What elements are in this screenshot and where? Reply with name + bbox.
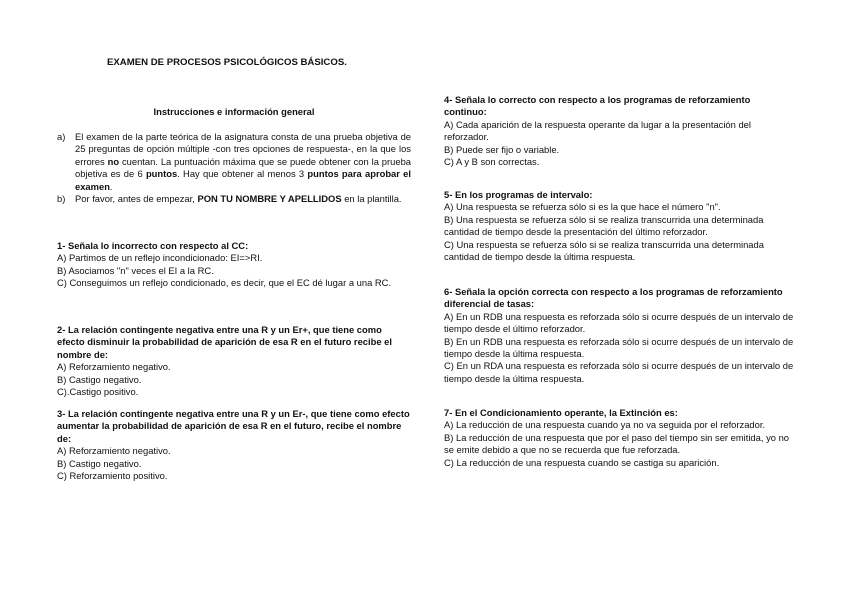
option-b: B) Puede ser fijo o variable.	[444, 143, 560, 155]
question-title: 1- Señala lo incorrecto con respecto al CC:	[57, 240, 249, 251]
instruction-a	[57, 131, 411, 193]
instruction-b-text-1: Por favor, antes de empezar,	[75, 193, 198, 205]
option-b: B) Castigo negativo.	[57, 457, 142, 469]
question-4	[444, 94, 794, 168]
option-a: A) En un RDB una respuesta es reforzada sólo si ocurre después de un intervalo de tiempo desde el último reforzador.	[444, 310, 794, 335]
instruction-a-text-2: cuentan. La puntuación máxima que se puede obtener con la prueba objetiva es de 6	[75, 155, 411, 180]
question-title: 5- En los programas de intervalo:	[444, 189, 593, 200]
option-a: A) La reducción de una respuesta cuando ya no va seguida por el reforzador.	[444, 419, 766, 431]
option-c: C) A y B son correctas.	[444, 156, 540, 168]
instructions-list	[57, 131, 411, 205]
instruction-text	[75, 193, 411, 205]
instruction-a-text-3: . Hay que obtener al menos 3	[177, 168, 308, 180]
option-b: B) Castigo negativo.	[57, 373, 142, 385]
question-2	[57, 324, 411, 398]
exam-title: EXAMEN DE PROCESOS PSICOLÓGICOS BÁSICOS.	[107, 57, 347, 68]
instruction-a-bold-2: puntos	[145, 168, 178, 180]
option-a: A) Una respuesta se refuerza sólo si es la que hace el número "n".	[444, 201, 721, 213]
option-b: B) La reducción de una respuesta que por el paso del tiempo sin ser emitida, yo no se emite debido a que no se recuerda que fue reforzada.	[444, 431, 789, 456]
option-b: B) Una respuesta se refuerza sólo si se realiza transcurrida una determinada cantidad de tiempo desde la presentación del último reforzador.	[444, 213, 764, 238]
question-5	[444, 189, 794, 263]
question-title: 3- La relación contingente negativa entre una R y un Er-, que tiene como efecto aumentar la probabilidad de aparición de esa R en el futuro, recibe el nombre de:	[57, 408, 410, 444]
question-6	[444, 286, 794, 385]
option-c: C).Castigo positivo.	[57, 386, 139, 398]
instruction-b-text-2: en la plantilla.	[341, 193, 402, 205]
option-c: C) Una respuesta se refuerza sólo si se realiza transcurrida una determinada cantidad de tiempo desde la última respuesta.	[444, 238, 764, 263]
option-a: A) Reforzamiento negativo.	[57, 361, 171, 373]
instruction-letter: b)	[57, 193, 66, 205]
option-c: C) Reforzamiento positivo.	[57, 470, 168, 482]
instruction-a-text-1: El examen de la parte teórica de la asignatura consta de una prueba objetiva de 25 preguntas de opción múltiple -con tres opciones de respuesta-, en la que los errores	[75, 131, 411, 167]
instruction-a-text-4: .	[109, 180, 113, 192]
instruction-letter: a)	[57, 131, 66, 142]
instructions-heading: Instrucciones e información general	[153, 106, 315, 117]
instruction-b	[57, 193, 411, 205]
question-title: 6- Señala la opción correcta con respecto a los programas de reforzamiento diferencial de tasas:	[444, 286, 783, 310]
question-7	[444, 407, 794, 469]
question-3	[57, 408, 411, 482]
question-title: 2- La relación contingente negativa entre una R y un Er+, que tiene como efecto disminuir la probabilidad de aparición de esa R en el futuro recibe el nombre de:	[57, 324, 392, 360]
option-b: B) Asociamos "n" veces el EI a la RC.	[57, 264, 214, 276]
option-a: A) Cada aparición de la respuesta operante da lugar a la presentación del reforzador.	[444, 118, 751, 143]
instruction-b-bold-1: PON TU NOMBRE Y APELLIDOS	[197, 193, 342, 205]
option-c: C) En un RDA una respuesta es reforzada sólo si ocurre después de un intervalo de tiempo desde la última respuesta.	[444, 360, 794, 384]
option-b: B) En un RDB una respuesta es reforzada sólo si ocurre después de un intervalo de tiempo desde la última respuesta.	[444, 335, 794, 360]
question-title: 7- En el Condicionamiento operante, la Extinción es:	[444, 407, 678, 418]
question-1	[57, 240, 411, 290]
option-a: A) Reforzamiento negativo.	[57, 445, 171, 457]
option-a: A) Partimos de un reflejo incondicionado: EI=>RI.	[57, 252, 263, 264]
option-c: C) La reducción de una respuesta cuando se castiga su aparición.	[444, 456, 720, 468]
option-c: C) Conseguimos un reflejo condicionado, es decir, que el EC dé lugar a una RC.	[57, 277, 392, 289]
instruction-text	[75, 131, 411, 193]
question-title: 4- Señala lo correcto con respecto a los programas de reforzamiento continuo:	[444, 94, 751, 118]
instruction-a-bold-1: no	[107, 155, 120, 167]
instruction-a-bold-3: puntos para aprobar el examen	[75, 168, 411, 192]
